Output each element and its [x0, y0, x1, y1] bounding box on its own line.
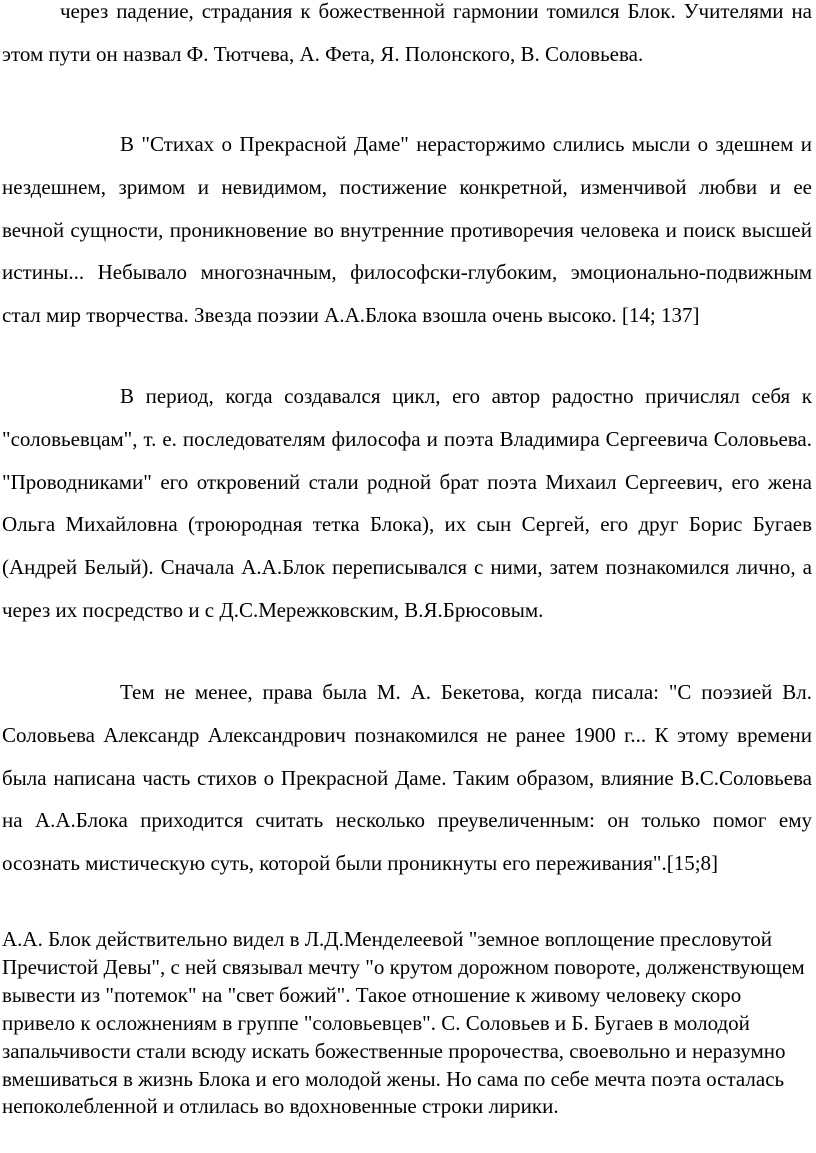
paragraph-continuation: через падение, страдания к божественной гармонии томился Блок. Учителями на этом пути он назвал Ф. Тютчева, А. Фета, Я. Полонского, В. Соловьева. [2, 0, 812, 66]
paragraph-stikhi-o-prekrasnoy-dame: В "Стихах о Прекрасной Даме" нерасторжимо слились мысли о здешнем и нездешнем, зримом и невидимом, постижение конкретной, изменчивой любви и ее вечной сущности, проникновение во внутренние противоречия человека и поиск высшей истины... Небывало многозначным, философски-глубоким, эмоционально-подвижным стал мир творчества. Звезда поэзии А.А.Блока взошла очень высоко. [14; 137] [2, 132, 812, 328]
paragraph-solovyevtsy: В период, когда создавался цикл, его автор радостно причислял себя к "соловьевцам", т. е. последователям философа и поэта Владимира Сергеевича Соловьева. "Проводниками" его откровений стали родной брат поэта Михаил Сергеевич, его жена Ольга Михайловна (троюродная тетка Блока), их сын Сергей, его друг Борис Бугаев (Андрей Белый). Сначала А.А.Блок переписывался с ними, затем познакомился лично, а через их посредство и с Д.С.Мережковским, В.Я.Брюсовым. [2, 384, 812, 622]
paragraph-mendeleeva: А.А. Блок действительно видел в Л.Д.Менделеевой "земное воплощение пресловутой Пречистой Девы", с ней связывал мечту "о крутом дорожном повороте, долженствующем вывести из "потемок" на "свет божий". Такое отношение к живому человеку скоро привело к осложнениям в группе "соловьевцев". С. Соловьев и Б. Бугаев в молодой запальчивости стали всюду искать божественные пророчества, своевольно и неразумно вмешиваться в жизнь Блока и его молодой жены. Но сама по себе мечта поэта осталась непоколебленной и отлилась во вдохновенные строки лирики. [2, 927, 805, 1119]
paragraph-beketova-quote: Тем не менее, права была М. А. Бекетова, когда писала: "С поэзией Вл. Соловьева Александр Александрович познакомился не ранее 1900 г... К этому времени была написана часть стихов о Прекрасной Даме. Таким образом, влияние В.С.Соловьева на А.А.Блока приходится считать несколько преувеличенным: он только помог ему осознать мистическую суть, которой были проникнуты его переживания".[15;8] [2, 680, 812, 876]
